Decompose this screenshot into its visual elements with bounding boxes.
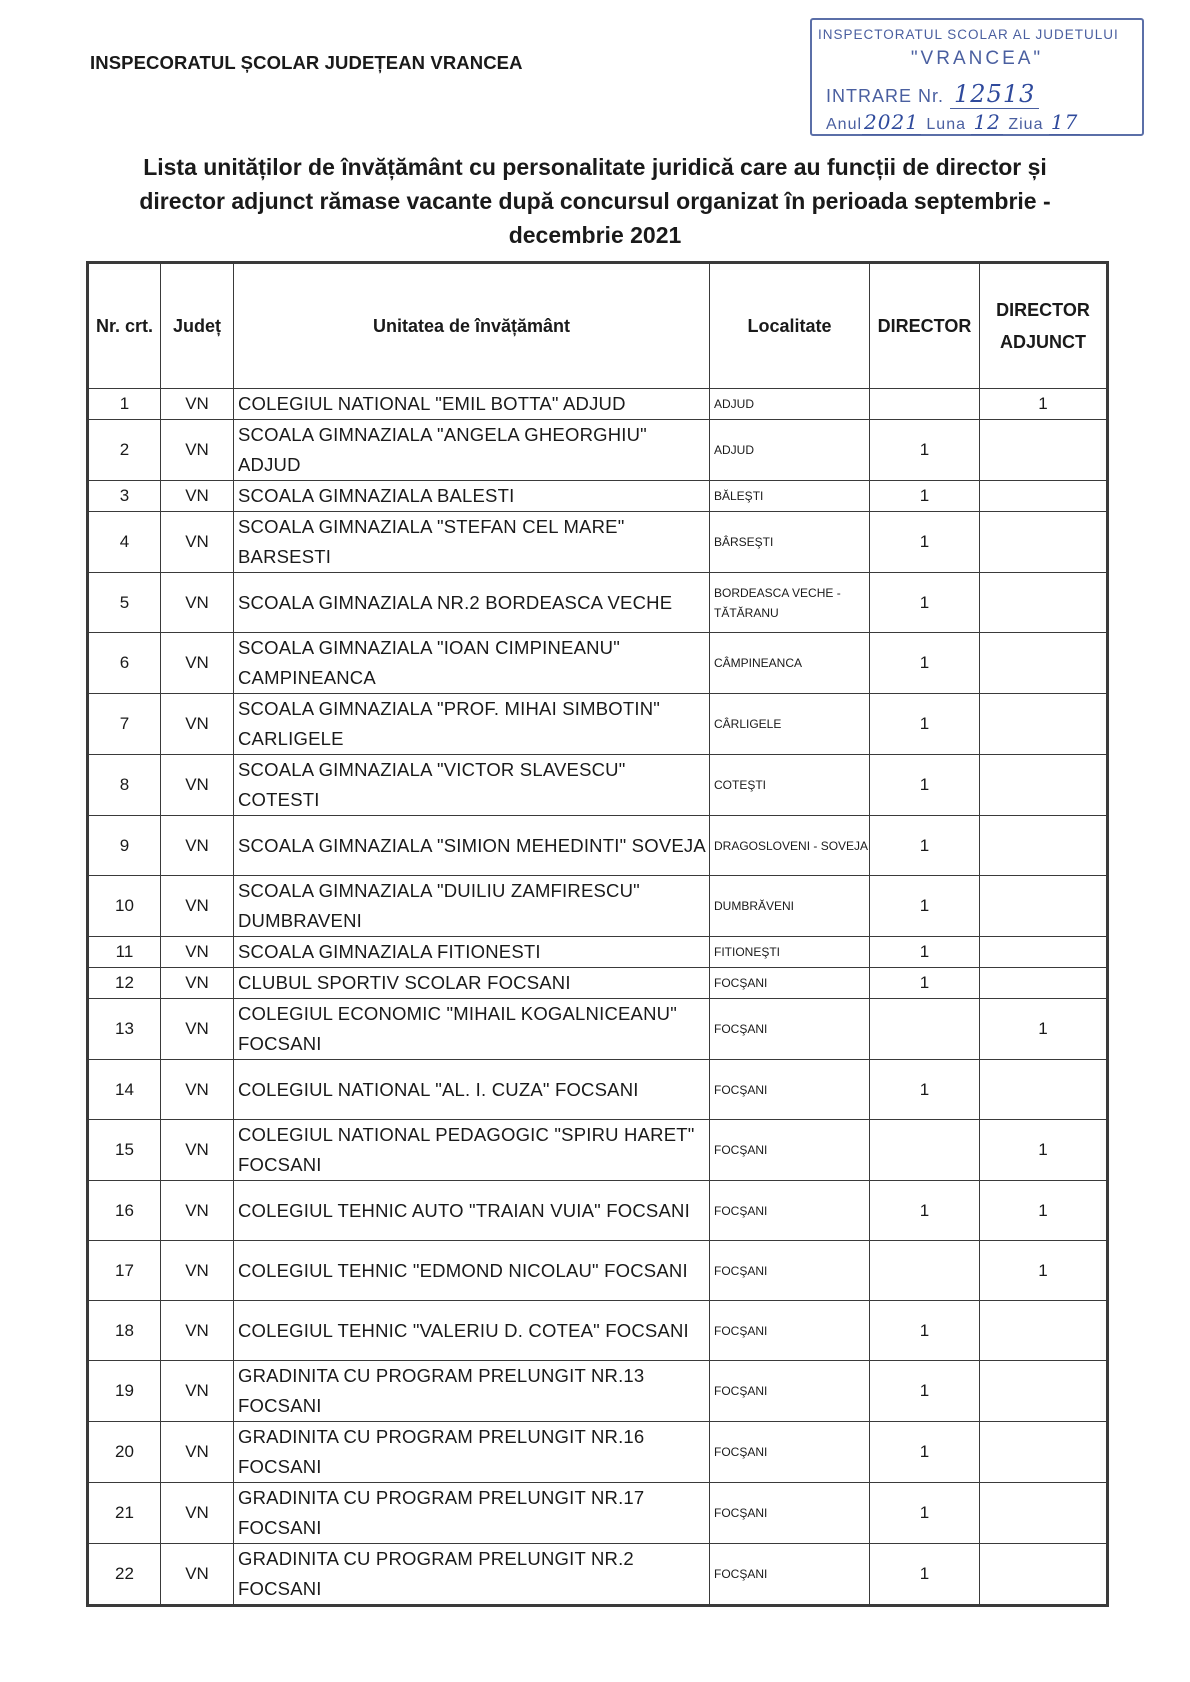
row-unit: SCOALA GIMNAZIALA "STEFAN CEL MARE" BARSESTI <box>234 512 710 573</box>
row-director: 1 <box>870 876 980 937</box>
table-row <box>88 1483 1108 1544</box>
row-director: 1 <box>870 1422 980 1483</box>
row-director-adjunct <box>980 1483 1108 1544</box>
stamp-intrare-value: 12513 <box>950 80 1039 109</box>
row-unit: GRADINITA CU PROGRAM PRELUNGIT NR.2 FOCSANI <box>234 1544 710 1606</box>
row-localitate: FOCŞANI <box>710 968 870 999</box>
row-localitate: BĂLEŞTI <box>710 481 870 512</box>
row-director-adjunct: 1 <box>980 1181 1108 1241</box>
row-judet: VN <box>161 1483 234 1544</box>
row-localitate: FOCŞANI <box>710 1483 870 1544</box>
row-localitate: CÂMPINEANCA <box>710 633 870 694</box>
row-nr: 3 <box>88 481 161 512</box>
row-director-adjunct <box>980 1422 1108 1483</box>
title-line-3: decembrie 2021 <box>508 222 682 248</box>
row-localitate: FOCŞANI <box>710 1544 870 1606</box>
header-localitate: Localitate <box>710 263 870 389</box>
row-judet: VN <box>161 937 234 968</box>
row-director <box>870 1241 980 1301</box>
row-localitate: DRAGOSLOVENI - SOVEJA <box>710 816 870 876</box>
row-nr: 8 <box>88 755 161 816</box>
row-director-adjunct: 1 <box>980 1241 1108 1301</box>
row-nr: 16 <box>88 1181 161 1241</box>
row-localitate: FOCŞANI <box>710 1120 870 1181</box>
row-director: 1 <box>870 937 980 968</box>
row-director-adjunct <box>980 512 1108 573</box>
table-row <box>88 512 1108 573</box>
row-nr: 20 <box>88 1422 161 1483</box>
row-director: 1 <box>870 968 980 999</box>
row-unit: SCOALA GIMNAZIALA "SIMION MEHEDINTI" SOVEJA <box>234 816 710 876</box>
row-unit: COLEGIUL ECONOMIC "MIHAIL KOGALNICEANU" FOCSANI <box>234 999 710 1060</box>
row-director <box>870 999 980 1060</box>
table-row <box>88 1422 1108 1483</box>
row-director <box>870 1120 980 1181</box>
row-nr: 22 <box>88 1544 161 1606</box>
row-unit: GRADINITA CU PROGRAM PRELUNGIT NR.16 FOCSANI <box>234 1422 710 1483</box>
row-localitate: DUMBRĂVENI <box>710 876 870 937</box>
row-unit: SCOALA GIMNAZIALA NR.2 BORDEASCA VECHE <box>234 573 710 633</box>
title-line-2: director adjunct rămase vacante după concursul organizat în perioada septembrie - <box>139 188 1051 214</box>
row-judet: VN <box>161 694 234 755</box>
table-row <box>88 876 1108 937</box>
row-nr: 4 <box>88 512 161 573</box>
row-localitate: FOCŞANI <box>710 1301 870 1361</box>
table-row <box>88 937 1108 968</box>
row-nr: 12 <box>88 968 161 999</box>
row-unit: COLEGIUL NATIONAL "EMIL BOTTA" ADJUD <box>234 389 710 420</box>
row-nr: 7 <box>88 694 161 755</box>
row-judet: VN <box>161 876 234 937</box>
row-director-adjunct <box>980 481 1108 512</box>
stamp-luna-value: 12 <box>973 110 1001 134</box>
row-director-adjunct: 1 <box>980 389 1108 420</box>
document-title <box>90 150 1100 252</box>
row-unit: COLEGIUL TEHNIC AUTO "TRAIAN VUIA" FOCSANI <box>234 1181 710 1241</box>
row-nr: 15 <box>88 1120 161 1181</box>
stamp-line-1: INSPECTORATUL SCOLAR AL JUDETULUI <box>818 27 1119 42</box>
row-judet: VN <box>161 1301 234 1361</box>
header-unit: Unitatea de învățământ <box>234 263 710 389</box>
table-row <box>88 573 1108 633</box>
row-director: 1 <box>870 1301 980 1361</box>
row-localitate: FOCŞANI <box>710 1060 870 1120</box>
row-localitate: COTEŞTI <box>710 755 870 816</box>
row-judet: VN <box>161 481 234 512</box>
row-localitate: BORDEASCA VECHE - TĂTĂRANU <box>710 573 870 633</box>
row-judet: VN <box>161 1544 234 1606</box>
row-director-adjunct: 1 <box>980 999 1108 1060</box>
title-line-1: Lista unităților de învățământ cu personalitate juridică care au funcții de director și <box>143 154 1047 180</box>
row-director-adjunct <box>980 876 1108 937</box>
stamp-anul-label: Anul <box>826 116 863 133</box>
table-row <box>88 420 1108 481</box>
row-director: 1 <box>870 633 980 694</box>
row-judet: VN <box>161 420 234 481</box>
row-director: 1 <box>870 694 980 755</box>
table-row <box>88 481 1108 512</box>
row-director: 1 <box>870 481 980 512</box>
row-director-adjunct <box>980 755 1108 816</box>
row-judet: VN <box>161 1422 234 1483</box>
stamp-intrare <box>826 80 1039 108</box>
row-judet: VN <box>161 512 234 573</box>
row-judet: VN <box>161 1241 234 1301</box>
table-row <box>88 633 1108 694</box>
row-judet: VN <box>161 816 234 876</box>
row-nr: 21 <box>88 1483 161 1544</box>
row-director: 1 <box>870 816 980 876</box>
row-director: 1 <box>870 420 980 481</box>
row-localitate: FOCŞANI <box>710 999 870 1060</box>
row-director-adjunct <box>980 633 1108 694</box>
stamp-luna-label: Luna <box>926 116 966 133</box>
row-unit: SCOALA GIMNAZIALA "IOAN CIMPINEANU" CAMPINEANCA <box>234 633 710 694</box>
row-judet: VN <box>161 633 234 694</box>
row-unit: CLUBUL SPORTIV SCOLAR FOCSANI <box>234 968 710 999</box>
table-row <box>88 1241 1108 1301</box>
row-judet: VN <box>161 1361 234 1422</box>
row-director: 1 <box>870 1181 980 1241</box>
vacancy-table <box>86 261 1109 1607</box>
row-director-adjunct: 1 <box>980 1120 1108 1181</box>
row-director-adjunct <box>980 694 1108 755</box>
row-judet: VN <box>161 573 234 633</box>
row-director-adjunct <box>980 1544 1108 1606</box>
row-director: 1 <box>870 1483 980 1544</box>
stamp-date <box>826 110 1080 134</box>
row-director-adjunct <box>980 968 1108 999</box>
row-director-adjunct <box>980 816 1108 876</box>
institution-header: INSPECORATUL ȘCOLAR JUDEȚEAN VRANCEA <box>90 52 523 73</box>
table-row <box>88 1120 1108 1181</box>
table-header-row <box>88 263 1108 389</box>
row-unit: COLEGIUL TEHNIC "EDMOND NICOLAU" FOCSANI <box>234 1241 710 1301</box>
header-judet: Județ <box>161 263 234 389</box>
row-localitate: FOCŞANI <box>710 1241 870 1301</box>
row-judet: VN <box>161 1120 234 1181</box>
row-unit: SCOALA GIMNAZIALA BALESTI <box>234 481 710 512</box>
row-nr: 6 <box>88 633 161 694</box>
row-localitate: CÂRLIGELE <box>710 694 870 755</box>
table-row <box>88 1060 1108 1120</box>
row-director: 1 <box>870 755 980 816</box>
row-director: 1 <box>870 573 980 633</box>
row-director: 1 <box>870 1060 980 1120</box>
stamp-ziua-label: Ziua <box>1008 116 1044 133</box>
row-judet: VN <box>161 1060 234 1120</box>
row-nr: 11 <box>88 937 161 968</box>
header-nr: Nr. crt. <box>88 263 161 389</box>
row-localitate: BÂRSEŞTI <box>710 512 870 573</box>
row-unit: SCOALA GIMNAZIALA "VICTOR SLAVESCU" COTESTI <box>234 755 710 816</box>
row-localitate: ADJUD <box>710 389 870 420</box>
stamp-ziua-value: 17 <box>1050 110 1079 134</box>
row-unit: COLEGIUL NATIONAL "AL. I. CUZA" FOCSANI <box>234 1060 710 1120</box>
row-nr: 17 <box>88 1241 161 1301</box>
registration-stamp <box>810 18 1144 136</box>
row-judet: VN <box>161 755 234 816</box>
row-judet: VN <box>161 1181 234 1241</box>
table-row <box>88 1544 1108 1606</box>
stamp-intrare-label: INTRARE Nr. <box>826 86 945 106</box>
row-localitate: FOCŞANI <box>710 1422 870 1483</box>
row-judet: VN <box>161 999 234 1060</box>
row-localitate: FOCŞANI <box>710 1361 870 1422</box>
row-director: 1 <box>870 512 980 573</box>
header-director: DIRECTOR <box>870 263 980 389</box>
stamp-line-2: "VRANCEA" <box>910 48 1044 69</box>
table-row <box>88 999 1108 1060</box>
row-localitate: ADJUD <box>710 420 870 481</box>
row-nr: 13 <box>88 999 161 1060</box>
row-director-adjunct <box>980 1361 1108 1422</box>
row-nr: 1 <box>88 389 161 420</box>
row-nr: 14 <box>88 1060 161 1120</box>
table-row <box>88 816 1108 876</box>
row-director-adjunct <box>980 1060 1108 1120</box>
table-row <box>88 968 1108 999</box>
row-judet: VN <box>161 968 234 999</box>
row-unit: COLEGIUL TEHNIC "VALERIU D. COTEA" FOCSANI <box>234 1301 710 1361</box>
row-judet: VN <box>161 389 234 420</box>
row-director-adjunct <box>980 420 1108 481</box>
row-nr: 19 <box>88 1361 161 1422</box>
table-row <box>88 1361 1108 1422</box>
row-director-adjunct <box>980 937 1108 968</box>
table-row <box>88 1181 1108 1241</box>
row-director-adjunct <box>980 573 1108 633</box>
row-director: 1 <box>870 1544 980 1606</box>
stamp-anul-value: 2021 <box>864 110 919 134</box>
row-nr: 10 <box>88 876 161 937</box>
row-localitate: FOCŞANI <box>710 1181 870 1241</box>
row-unit: COLEGIUL NATIONAL PEDAGOGIC "SPIRU HARET" FOCSANI <box>234 1120 710 1181</box>
row-director-adjunct <box>980 1301 1108 1361</box>
row-localitate: FITIONEŞTI <box>710 937 870 968</box>
row-director: 1 <box>870 1361 980 1422</box>
row-nr: 9 <box>88 816 161 876</box>
table-row <box>88 389 1108 420</box>
row-nr: 18 <box>88 1301 161 1361</box>
row-unit: SCOALA GIMNAZIALA "DUILIU ZAMFIRESCU" DUMBRAVENI <box>234 876 710 937</box>
row-nr: 2 <box>88 420 161 481</box>
row-unit: GRADINITA CU PROGRAM PRELUNGIT NR.17 FOCSANI <box>234 1483 710 1544</box>
row-nr: 5 <box>88 573 161 633</box>
table-row <box>88 1301 1108 1361</box>
table-row <box>88 694 1108 755</box>
row-unit: SCOALA GIMNAZIALA "PROF. MIHAI SIMBOTIN" CARLIGELE <box>234 694 710 755</box>
row-unit: SCOALA GIMNAZIALA "ANGELA GHEORGHIU" ADJUD <box>234 420 710 481</box>
table-row <box>88 755 1108 816</box>
header-director-adjunct: DIRECTOR ADJUNCT <box>980 263 1108 389</box>
row-unit: GRADINITA CU PROGRAM PRELUNGIT NR.13 FOCSANI <box>234 1361 710 1422</box>
row-unit: SCOALA GIMNAZIALA FITIONESTI <box>234 937 710 968</box>
row-director <box>870 389 980 420</box>
